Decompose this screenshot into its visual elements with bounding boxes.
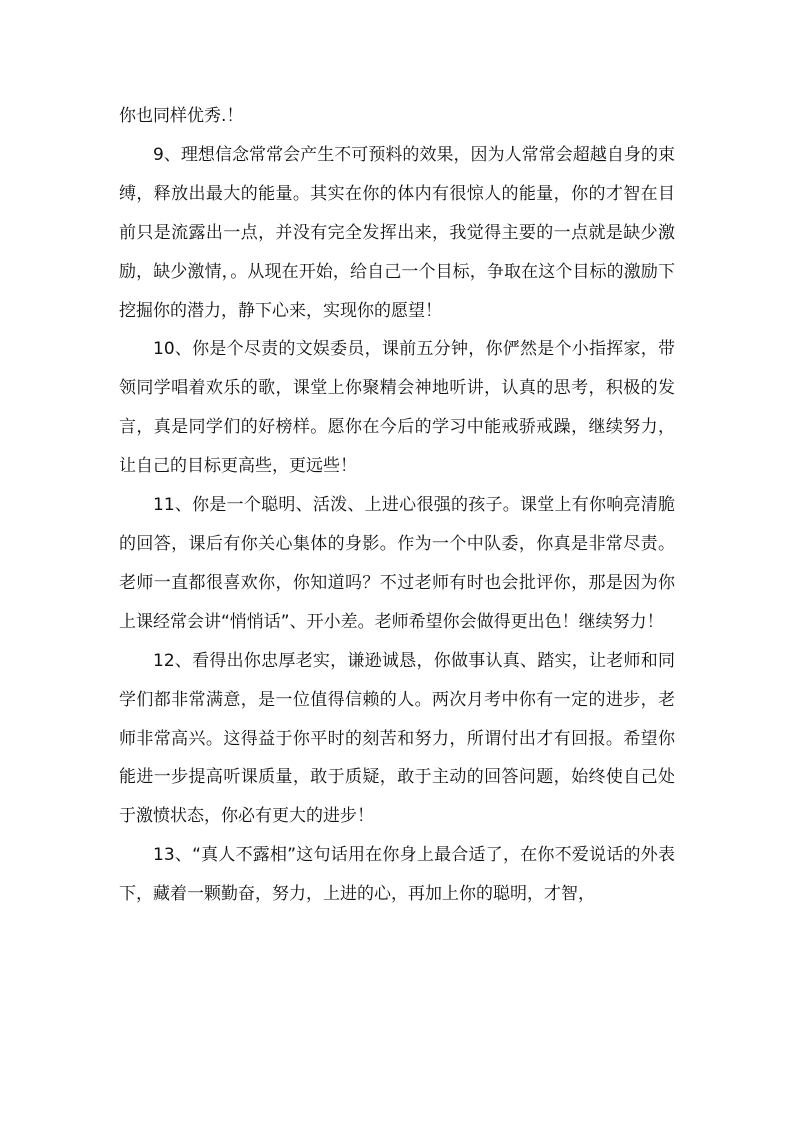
document-body bbox=[119, 97, 675, 914]
paragraph-item-13: 13、“真人不露相”这句话用在你身上最合适了，在你不爱说话的外表下，藏着一颗勤奋，努力，上进的心，再加上你的聪明，才智， bbox=[119, 845, 675, 905]
paragraph-item-10: 10、你是个尽责的文娱委员，课前五分钟，你俨然是个小指挥家，带领同学唱着欢乐的歌，课堂上你聚精会神地听讲，认真的思考，积极的发言，真是同学们的好榜样。愿你在今后的学习中能戒骄戒躁，继续努力，让自己的目标更高些，更远些！ bbox=[119, 339, 675, 477]
paragraph-item-11: 11、你是一个聪明、活泼、上进心很强的孩子。课堂上有你响亮清脆的回答，课后有你关心集体的身影。作为一个中队委，你真是非常尽责。老师一直都很喜欢你，你知道吗？不过老师有时也会批评你，那是因为你上课经常会讲“悄悄话”、开小差。老师希望你会做得更出色！继续努力！ bbox=[119, 495, 675, 632]
paragraph-item-9: 9、理想信念常常会产生不可预料的效果，因为人常常会超越自身的束缚，释放出最大的能量。其实在你的体内有很惊人的能量，你的才智在目前只是流露出一点，并没有完全发挥出来，我觉得主要的一点就是缺少激励，缺少激情，。从现在开始，给自己一个目标，争取在这个目标的激励下挖掘你的潜力，静下心来，实现你的愿望！ bbox=[119, 144, 675, 321]
paragraph-item-12: 12、看得出你忠厚老实，谦逊诚恳，你做事认真、踏实，让老师和同学们都非常满意，是一位值得信赖的人。两次月考中你有一定的进步，老师非常高兴。这得益于你平时的刻苦和努力，所谓付出才有回报。希望你能进一步提高听课质量，敢于质疑，敢于主动的回答问题，始终使自己处于激愤状态，你必有更大的进步！ bbox=[119, 650, 675, 827]
paragraph-continuation: 你也同样优秀.！ bbox=[119, 106, 244, 126]
